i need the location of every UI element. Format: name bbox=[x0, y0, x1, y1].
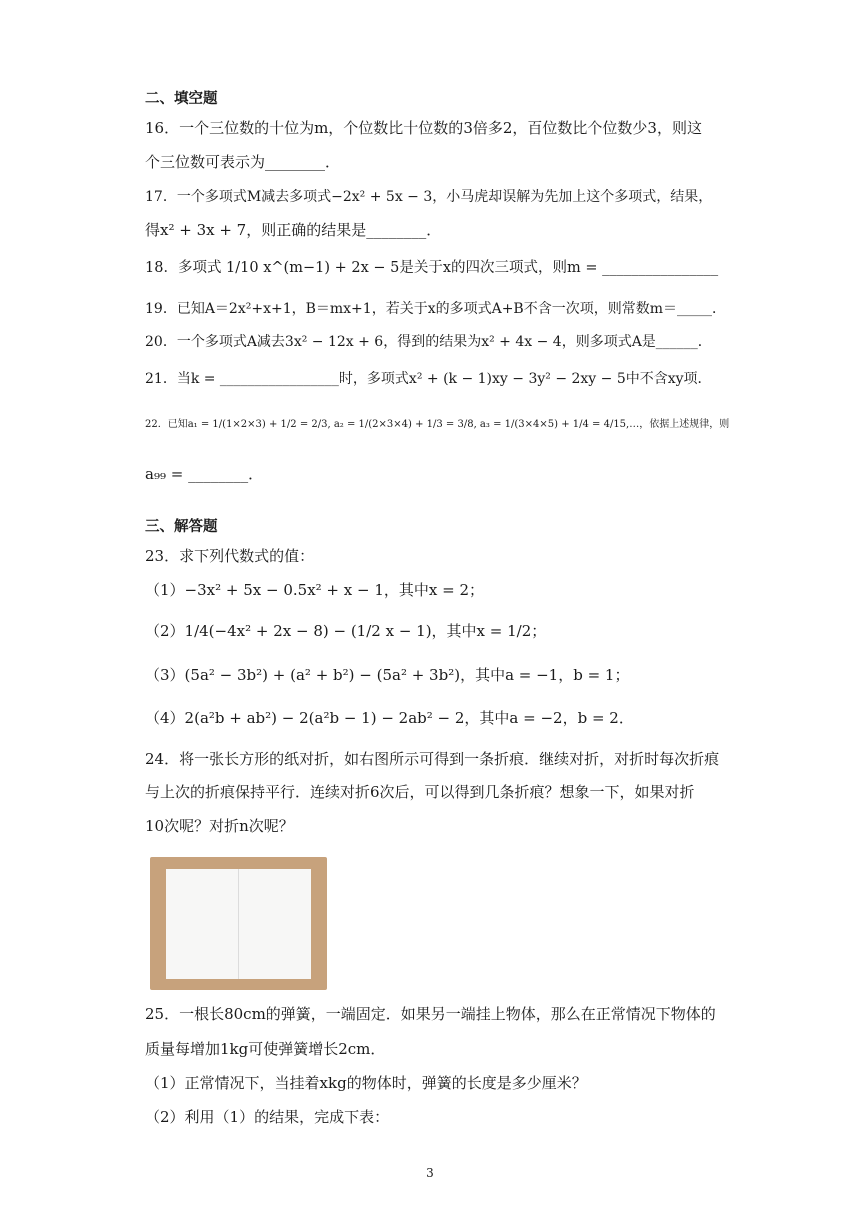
question-20: 20．一个多项式A减去3x² − 12x + 6，得到的结果为x² + 4x − 4，则多项式A是______． bbox=[145, 334, 712, 350]
question-16-line-2: 个三位数可表示为________． bbox=[145, 153, 341, 171]
paper-sheet bbox=[166, 869, 311, 979]
question-24-line-1: 24．将一张长方形的纸对折，如右图所示可得到一条折痕．继续对折，对折时每次折痕 bbox=[145, 750, 720, 768]
question-19: 19．已知A＝2x²+x+1，B＝mx+1，若关于x的多项式A+B不含一次项，则常数m＝_____． bbox=[145, 301, 726, 317]
question-17-line-2: 得x² + 3x + 7，则正确的结果是________． bbox=[145, 221, 442, 239]
question-25-part-2: （2）利用（1）的结果，完成下表： bbox=[145, 1108, 390, 1126]
page-number: 3 bbox=[426, 1166, 434, 1180]
question-18: 18．多项式 1/10 x^(m−1) + 2x − 5是关于x的四次三项式，则m = ________________ bbox=[145, 260, 719, 276]
question-23: 23．求下列代数式的值： bbox=[145, 547, 315, 565]
question-16-line-1: 16．一个三位数的十位为m，个位数比十位数的3倍多2，百位数比个位数少3，则这 bbox=[145, 119, 702, 137]
section-title-solve: 三、解答题 bbox=[145, 519, 218, 535]
question-25-line-2: 质量每增加1kg可使弹簧增长2cm． bbox=[145, 1040, 386, 1058]
question-25-part-1: （1）正常情况下，当挂着xkg的物体时，弹簧的长度是多少厘米？ bbox=[145, 1074, 587, 1092]
question-24-line-2: 与上次的折痕保持平行．连续对折6次后，可以得到几条折痕？想象一下，如果对折 bbox=[145, 783, 695, 801]
question-25-line-1: 25．一根长80cm的弹簧，一端固定．如果另一端挂上物体，那么在正常情况下物体的 bbox=[145, 1005, 716, 1023]
question-22-line-1: 22．已知a₁ = 1/(1×2×3) + 1/2 = 2/3, a₂ = 1/(2×3×4) + 1/3 = 3/8, a₃ = 1/(3×4×5) + 1/4 = 4/15,…，依据上述规律，则 bbox=[145, 419, 730, 430]
question-23-part-3: （3）(5a² − 3b²) + (a² + b²) − (5a² + 3b²)，其中a = −1，b = 1； bbox=[145, 666, 630, 684]
question-24-line-3: 10次呢？对折n次呢？ bbox=[145, 817, 294, 835]
question-22-line-2: a₉₉ = ________． bbox=[145, 465, 264, 483]
fold-crease bbox=[238, 869, 239, 979]
question-17-line-1: 17．一个多项式M减去多项式−2x² + 5x − 3，小马虎却误解为先加上这个多项式，结果， bbox=[145, 189, 713, 205]
question-23-part-2: （2）1/4(−4x² + 2x − 8) − (1/2 x − 1)，其中x = 1/2； bbox=[145, 622, 547, 640]
question-23-part-1: （1）−3x² + 5x − 0.5x² + x − 1，其中x = 2； bbox=[145, 581, 484, 599]
question-23-part-4: （4）2(a²b + ab²) − 2(a²b − 1) − 2ab² − 2，其中a = −2，b = 2． bbox=[145, 709, 634, 727]
section-title-fill-in: 二、填空题 bbox=[145, 91, 218, 107]
question-21: 21．当k = _________________时，多项式x² + (k − 1)xy − 3y² − 2xy − 5中不含xy项． bbox=[145, 371, 712, 387]
folded-paper-image bbox=[150, 857, 327, 990]
